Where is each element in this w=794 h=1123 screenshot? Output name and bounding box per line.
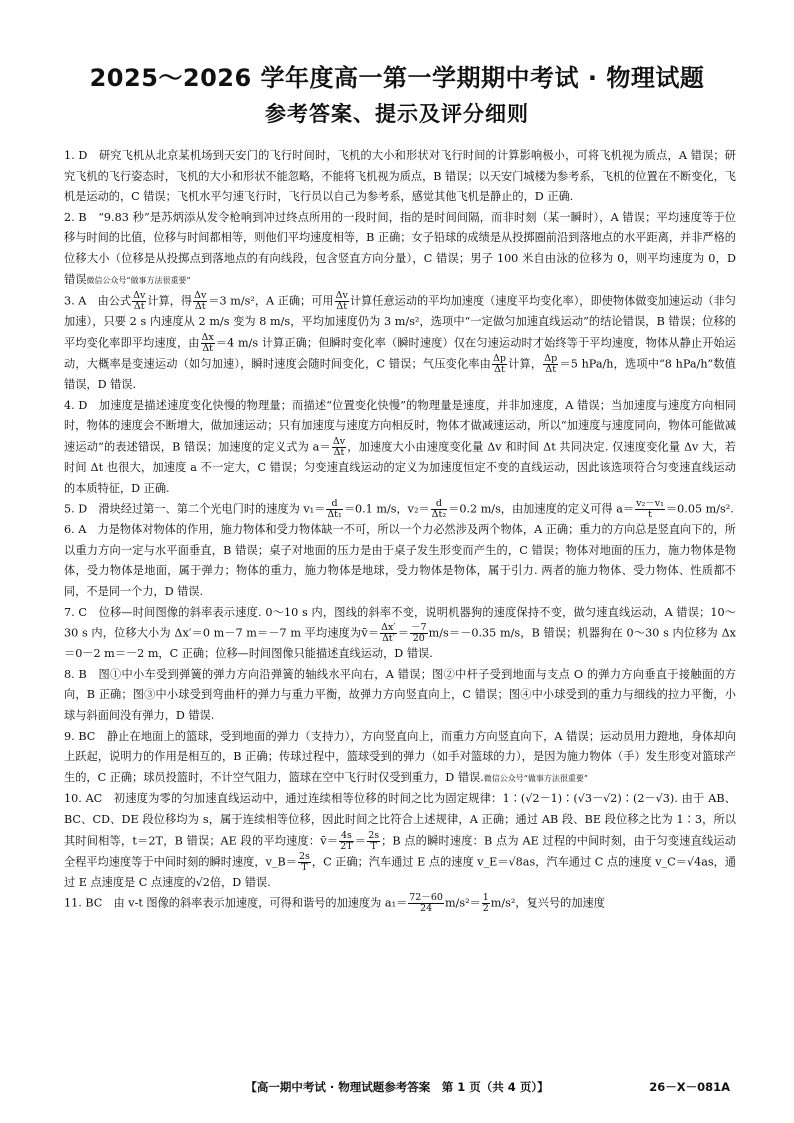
fraction-den: Δt [545, 363, 557, 375]
text-segment: 计算，得 [147, 294, 193, 308]
vbar-symbol: v̄ [320, 834, 327, 848]
fraction-den: 24 [420, 903, 433, 915]
text-segment: ＝5 hPa/h，选项中“8 hPa/h”数值错误，D 错误. [64, 357, 736, 392]
text-segment: ＝0.1 m/s，v₂＝ [343, 502, 430, 516]
text-segment: ，加速度大小由速度变化量 Δv 和时间 Δt 共同决定. 仅速度变化量 Δv 大，若时间 Δt 也很大，加速度 a 不一定大，C 错误；匀变速直线运动的定义为加速度恒定不变的直线运动，因此该选项符合匀变速直线运动的本质特征，D 正确. [64, 440, 736, 495]
fraction-den: T [370, 840, 377, 852]
fraction-72-60-24 [408, 893, 444, 914]
answer-item-1: 1. D 研究飞机从北京某机场到天安门的飞行时间时，飞机的大小和形状对飞行时间的计算影响极小，可将飞机视为质点，A 错误；研究飞机的飞行姿态时，飞机的大小和形状不能忽略，不能将飞机视为质点，B 错误；以天安门城楼为参考系，飞机的位置在不断变化，飞机是运动的，C 错误；飞机水平匀速飞行时，飞行员以自己为参考系，感觉其他飞机是静止的，D 正确. [64, 149, 736, 204]
fraction-d-dt2 [431, 499, 448, 520]
fraction-half [482, 893, 490, 914]
text-segment: 11. BC 由 v-t 图像的斜率表示加速度，可得和谐号的加速度为 a₁＝ [64, 896, 408, 910]
wechat-note: 微信公众号“做事方法很重要” [483, 773, 588, 783]
fraction-4s-2T [339, 831, 353, 852]
fraction-den: Δt [336, 301, 348, 313]
answer-item-5 [64, 499, 736, 520]
wechat-note: 微信公众号“做事方法很重要” [86, 275, 191, 285]
fraction-num: －7 [411, 622, 427, 634]
text-segment: ，C 正确；汽车通过 E 点的速度 v_E＝√8as，汽车通过 C 点的速度 v_C＝√4as，通过 E 点速度是 C 点速度的√2倍，D 错误. [64, 855, 736, 889]
text-segment: m/s²，复兴号的加速度 [490, 896, 605, 910]
fraction-num: d [431, 499, 448, 510]
answer-item-2-text: 2. B “9.83 秒”是苏炳添从发令枪响到冲过终点所用的一段时间，指的是时间间隔，而非时刻（某一瞬时），A 错误；平均速度等于位移与时间的比值，位移与时间都相等，则他们平均速度相等，B 正确；女子铅球的成绩是从投掷圈前沿到落地点的水平距离，并非严格的位移大小（位移是从投掷点到落地点的有向线段，包含竖直方向分量），C 错误；男子 100 米自由泳的位移为 0，则平均速度为 0，D 错误 [64, 210, 736, 286]
answer-item-11 [64, 893, 736, 914]
answer-item-9 [64, 727, 736, 790]
fraction-dv-dt [132, 291, 146, 312]
text-segment: ＝0.2 m/s，由加速度的定义可得 a＝ [448, 502, 635, 516]
text-segment: 10. AC 初速度为零的匀加速直线运动中，通过连续相等位移的时间之比为固定规律：1∶(√2－1)∶(√3－√2)∶(2－√3). 由于 AB、BC、CD、DE 段位移均为 s，属于连续相等位移，因此时间之比符合上述规律，A 正确；通过 AB 段、BE 段位移之比为 1∶3，所以其时间相等，t＝2T，B 错误；AE 段的平均速度： [64, 792, 736, 848]
text-segment: ＝ [367, 626, 380, 640]
fraction-dv-dt [332, 437, 346, 458]
fraction-m7-20 [410, 623, 428, 644]
fraction-den: 20 [412, 633, 425, 645]
fraction-num: Δv [332, 435, 346, 447]
text-segment: ＝ [326, 834, 339, 848]
answer-list [64, 146, 736, 1054]
answer-item-6: 6. A 力是物体对物体的作用，施力物体和受力物体缺一不可，所以一个力必然涉及两个物体，A 正确；重力的方向总是竖直向下的，所以重力方向一定与水平面垂直，B 错误；桌子对地面的压力是由于桌子发生形变而产生的，C 错误；物体对地面的压力，施力物体是物体，受力物体是地面，属于弹力；物体的重力，施力物体是地球，受力物体是物体，属于引力. 两者的施力物体、受力物体、性质都不同，不是同一个力，D 错误. [64, 523, 736, 598]
fraction-den: Δt [494, 363, 505, 375]
fraction-den: Δt [202, 342, 213, 354]
fraction-num: d [326, 499, 343, 510]
text-segment: ＝0.05 m/s². [665, 502, 734, 516]
fraction-num: 72－60 [409, 892, 443, 904]
text-segment: 7. C 位移—时间图像的斜率表示速度. 0～10 s 内，图线的斜率不变，说明机器狗的速度保持不变，做匀速直线运动，A 错误；10～30 s 内，位移大小为 Δx′＝0 m－7 m＝－7 m 平均速度为 [64, 605, 736, 640]
page-subtitle: 参考答案、提示及评分细则 [265, 102, 529, 126]
fraction-den: Δt [194, 301, 206, 313]
fraction-den: Δt₁ [327, 509, 342, 521]
fraction-v2v1-t [635, 499, 665, 520]
fraction-dv-dt [193, 291, 207, 312]
fraction-d-dt1 [326, 499, 343, 520]
fraction-dv-dt [335, 291, 349, 312]
fraction-den: 2 [482, 903, 489, 915]
answer-item-10 [64, 789, 736, 893]
fraction-den: Δt [133, 301, 145, 313]
text-segment: m/s＝－0.35 m/s，B 错误；机器狗在 0～30 s 内位移为 Δx＝0－2 m＝－2 m，C 正确；位移—时间图像只能描述直线运动，D 错误. [64, 626, 736, 661]
fraction-num: Δp [544, 352, 558, 364]
vbar-symbol: v̄ [361, 626, 368, 640]
fraction-num: Δp [493, 352, 506, 364]
answer-item-7 [64, 603, 736, 665]
fraction-num: 1 [482, 892, 489, 904]
answer-item-4 [64, 396, 736, 499]
text-segment: 计算， [508, 357, 543, 371]
text-segment: 4. D 加速度是描述速度变化快慢的物理量；而描述“位置变化快慢”的物理量是速度，并非加速度，A 错误；当加速度与速度方向相同时，物体的速度会不断增大，做加速运动；只有加速度与速度方向相反时，物体才做减速运动，所以“加速度与速度同向，物体可能做减速运动”的表述错误，B 错误；加速度的定义式为 a＝ [64, 398, 736, 454]
text-segment: ＝4 m/s 计算正确；但瞬时变化率（瞬时速度）仅在匀速运动时才始终等于平均速度，物体从静止开始运动，大概率是变速运动（如匀加速），瞬时速度会随时间变化，C 错误；气压变化率由 [64, 336, 736, 371]
fraction-den: t [648, 509, 652, 521]
footer-code: 26－X－081A [649, 1080, 730, 1094]
fraction-num: Δv [194, 290, 207, 302]
answer-item-8: 8. B 图①中小车受到弹簧的弹力方向沿弹簧的轴线水平向右，A 错误；图②中杆子受到地面与支点 O 的弹力方向垂直于接触面的方向，B 正确；图③中小球受到弯曲杆的弹力与重力平衡，故弹力方向竖直向上，C 错误；图④中小球受到的重力与细线的拉力平衡，小球与斜面间没有弹力，D 错误. [64, 667, 736, 723]
fraction-den: Δt [333, 446, 345, 458]
fraction-den: 2T [340, 840, 353, 852]
fraction-den: Δt′ [381, 633, 395, 645]
answer-item-3 [64, 291, 736, 395]
fraction-num: 2s [298, 850, 310, 862]
text-segment: 5. D 滑块经过第一、第二个光电门时的速度为 v₁＝ [64, 502, 326, 516]
fraction-dx-dt [201, 333, 215, 354]
fraction-num: v₂－v₁ [636, 498, 664, 510]
fraction-2s-T [298, 852, 311, 873]
page-footer [0, 1079, 794, 1099]
fraction-den: T [301, 861, 308, 873]
page-title: 2025～2026 学年度高一第一学期期中考试 · 物理试题 [89, 64, 705, 92]
text-segment: ；B 点的瞬时速度：B 点为 AE 过程的中间时刻，由于匀变速直线运动全程平均速度等于中间时刻的瞬时速度，v_B＝ [64, 834, 736, 869]
fraction-num: Δx [201, 331, 214, 343]
fraction-dp-dt [492, 354, 507, 375]
text-segment: ＝ [354, 834, 367, 848]
text-segment: ＝ [397, 626, 410, 640]
text-segment: 3. A 由公式 [64, 294, 132, 308]
fraction-num: 4s [340, 829, 352, 841]
fraction-num: Δv [335, 290, 348, 302]
footer-page-info: 【高一期中考试 · 物理试题参考答案 第 1 页（共 4 页）】 [245, 1080, 549, 1094]
text-segment: m/s²＝ [444, 896, 481, 910]
fraction-dp-dt [543, 354, 558, 375]
answer-item-2 [64, 208, 736, 291]
text-segment: ＝3 m/s²，A 正确；可用 [208, 294, 334, 308]
fraction-dx2-dt2 [380, 623, 396, 644]
fraction-2s-T [367, 831, 380, 852]
fraction-num: Δx′ [381, 622, 396, 634]
fraction-num: 2s [368, 829, 380, 841]
fraction-den: Δt₂ [431, 509, 447, 521]
fraction-num: Δv [133, 290, 146, 302]
text-segment: 计算任意运动的平均加速度（速度平均变化率），即使物体做变加速运动（非匀加速），只要 2 s 内速度从 2 m/s 变为 8 m/s，平均加速度仍为 3 m/s²，选项中“一定做匀加速直线运动”的结论错误，B 错误；位移的平均变化率即平均速度，由 [64, 294, 736, 350]
answer-item-9-text: 9. BC 静止在地面上的篮球，受到地面的弹力（支持力），方向竖直向上，而重力方向竖直向下，A 错误；运动员用力蹬地，身体却向上跃起，说明力的作用是相互的，B 正确；传球过程中，篮球受到的弹力（如手对篮球的力），是因为施力物体（手）发生形变对篮球产生的，C 正确；球员投篮时，不计空气阻力，篮球在空中飞行时仅受到重力，D 错误. [64, 729, 736, 784]
